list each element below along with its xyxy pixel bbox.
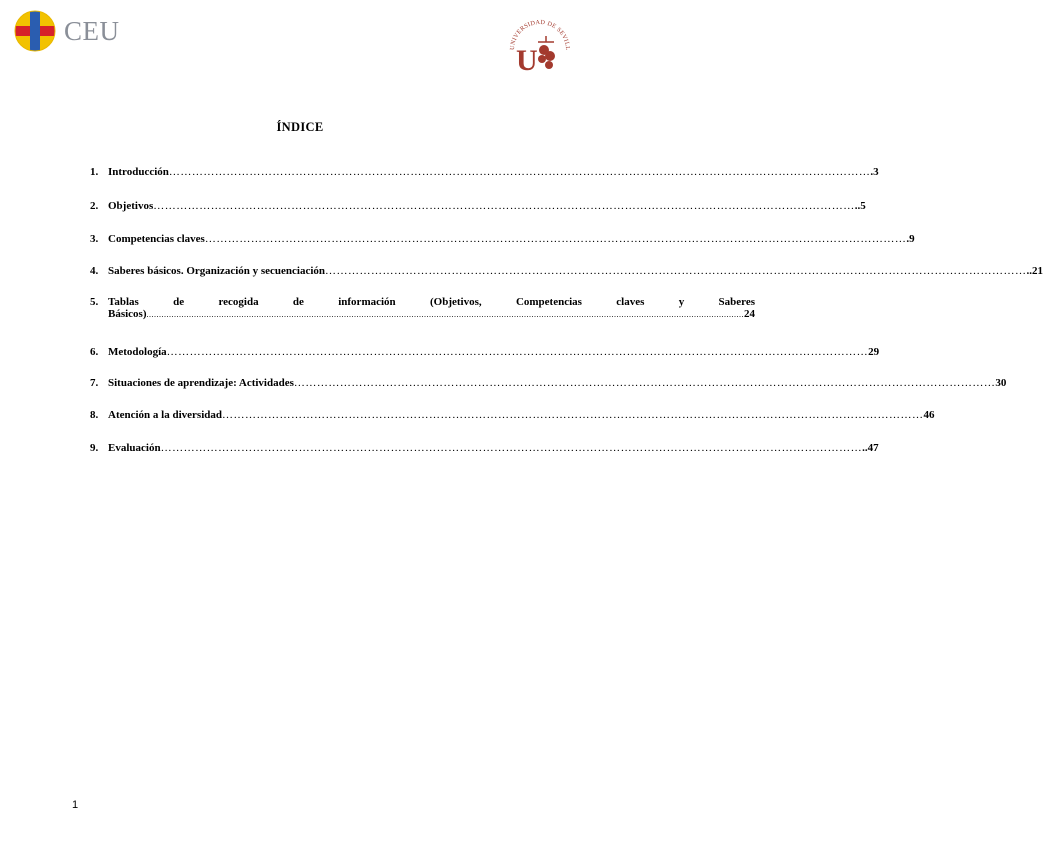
toc-entry-saberes[interactable]: [90, 265, 1043, 277]
toc-leader: [294, 377, 996, 389]
toc-page: 30: [995, 377, 1007, 389]
toc-page: ..5: [854, 200, 866, 212]
toc-number: 3.: [90, 233, 99, 245]
toc-page: 46: [923, 409, 935, 421]
toc-leader: [161, 442, 863, 454]
toc-page: 24: [744, 308, 755, 320]
toc-page: .3: [870, 166, 879, 178]
toc-label: Situaciones de aprendizaje: Actividades: [108, 377, 294, 389]
toc-leader: [325, 265, 1027, 277]
toc-entry-introduccion[interactable]: [90, 166, 879, 178]
toc-number: 8.: [90, 409, 99, 421]
toc-entry-competencias[interactable]: [90, 233, 915, 245]
toc-entry-tablas[interactable]: [90, 296, 755, 320]
toc-leader: [169, 166, 871, 178]
toc-label-line1: Tablas de recogida de información (Objetivos, Competencias claves y Saberes: [108, 296, 755, 308]
toc-label: Objetivos: [108, 200, 154, 212]
toc-label: Saberes básicos. Organización y secuenciación: [108, 265, 326, 277]
toc-page: 29: [868, 346, 880, 358]
page-number: 1: [72, 799, 79, 811]
toc-number: 2.: [90, 200, 99, 212]
toc-number: 6.: [90, 346, 99, 358]
toc-page: ..21: [1026, 265, 1043, 277]
page-title: ÍNDICE: [276, 120, 324, 134]
toc-leader: [153, 200, 855, 212]
toc-label-line2: Básicos): [108, 308, 147, 320]
toc-leader: [222, 409, 924, 421]
toc-label: Evaluación: [108, 442, 161, 454]
toc-label: Metodología: [108, 346, 167, 358]
toc-number: 5.: [90, 296, 99, 308]
toc-label: Atención a la diversidad: [108, 409, 222, 421]
toc-entry-evaluacion[interactable]: [90, 442, 879, 454]
toc-entry-atencion[interactable]: [90, 409, 935, 421]
toc-leader: [167, 346, 869, 358]
toc-entry-objetivos[interactable]: [90, 200, 866, 212]
toc-number: 7.: [90, 377, 99, 389]
toc-label: Introducción: [108, 166, 169, 178]
toc-number: 4.: [90, 265, 99, 277]
university-name-text: UNIVERSIDAD DE SEVIL: [508, 18, 570, 51]
toc-leader: [147, 308, 745, 320]
university-seal-icon: [508, 12, 570, 78]
toc-leader: [205, 233, 907, 245]
ceu-logo-text: CEU: [64, 15, 120, 46]
toc-label: Competencias claves: [108, 233, 205, 245]
ceu-emblem-icon: [14, 10, 56, 52]
toc-entry-metodologia[interactable]: [90, 346, 880, 358]
svg-text:U: U: [516, 44, 538, 77]
universidad-sevilla-logo: [508, 12, 570, 78]
toc-number: 1.: [90, 166, 99, 178]
toc-page: .9: [906, 233, 915, 245]
toc-page: ..47: [862, 442, 879, 454]
toc-entry-situaciones[interactable]: [90, 377, 1007, 389]
toc-number: 9.: [90, 442, 99, 454]
ceu-logo: [14, 10, 120, 52]
